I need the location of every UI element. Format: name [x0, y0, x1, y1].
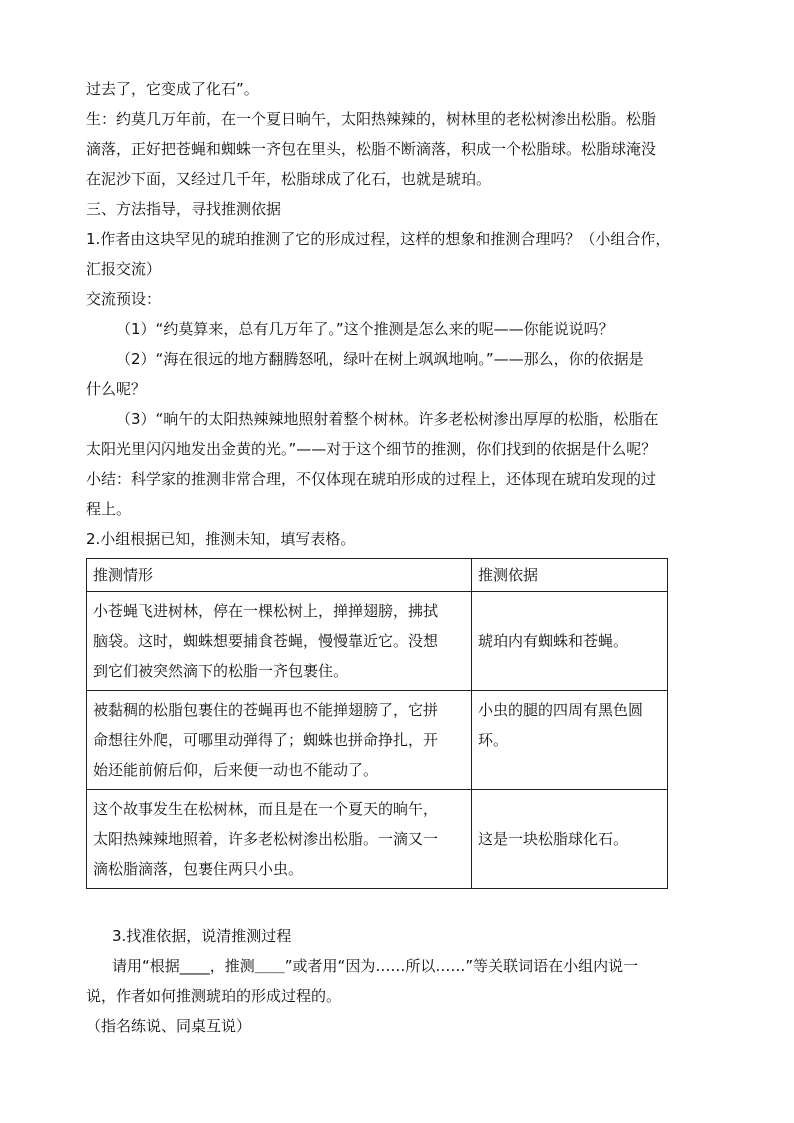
preset-item-2: （2）“海在很远的地方翻腾怒吼，绿叶在树上飒飒地响。”——那么，你的依据是 — [116, 350, 644, 368]
cell-text: 环。 — [478, 731, 509, 749]
summary-line: 小结：科学家的推测非常合理，不仅体现在琥珀形成的过程上，还体现在琥珀发现的过 — [86, 470, 657, 488]
cell-basis — [472, 691, 668, 790]
summary-line: 程上。 — [86, 500, 132, 518]
cell-text: 到它们被突然滴下的松脂一齐包裹住。 — [93, 662, 349, 680]
cell-basis — [472, 790, 668, 889]
question-line: 汇报交流） — [86, 260, 162, 278]
question-line: 1.作者由这块罕见的琥珀推测了它的形成过程，这样的想象和推测合理吗？（小组合作， — [86, 230, 671, 248]
task-3-heading: 3.找准依据，说清推测过程 — [112, 927, 292, 945]
task-3-text: 说，作者如何推测琥珀的形成过程的。 — [86, 987, 342, 1005]
header-situation: 推测情形 — [87, 559, 472, 592]
cell-text: 滴松脂滴落，包裹住两只小虫。 — [93, 860, 304, 878]
paragraph-line: 在泥沙下面，又经过几千年，松脂球成了化石，也就是琥珀。 — [86, 170, 492, 188]
table-header-row — [87, 559, 668, 592]
paragraph-line: 生：约莫几万年前，在一个夏日晌午，太阳热辣辣的，树林里的老松树渗出松脂。松脂 — [86, 110, 657, 128]
cell-text: 琥珀内有蜘蛛和苍蝇。 — [478, 632, 629, 650]
cell-text: 这个故事发生在松树林，而且是在一个夏天的晌午， — [93, 800, 439, 818]
paragraph-line: 过去了，它变成了化石”。 — [86, 80, 259, 98]
task-2-heading: 2.小组根据已知，推测未知，填写表格。 — [86, 530, 356, 548]
cell-basis — [472, 592, 668, 691]
header-basis: 推测依据 — [472, 559, 668, 592]
preset-item-3-cont: 太阳光里闪闪地发出金黄的光。”——对于这个细节的推测，你们找到的依据是什么呢？ — [86, 440, 657, 458]
preset-item-1: （1）“约莫算来，总有几万年了。”这个推测是怎么来的呢——你能说说吗？ — [116, 320, 614, 338]
table-row — [87, 790, 668, 889]
table-row — [87, 592, 668, 691]
cell-text: 这是一块松脂球化石。 — [478, 830, 629, 848]
section-heading: 三、方法指导，寻找推测依据 — [86, 200, 282, 218]
cell-text: 命想往外爬，可哪里动弹得了；蜘蛛也拼命挣扎，开 — [93, 731, 439, 749]
preset-item-3: （3）“晌午的太阳热辣辣地照射着整个树林。许多老松树渗出厚厚的松脂，松脂在 — [116, 410, 659, 428]
cell-text: 小苍蝇飞进树林，停在一棵松树上，掸掸翅膀，拂拭 — [93, 602, 439, 620]
cell-situation — [87, 691, 472, 790]
cell-text: 小虫的腿的四周有黑色圆 — [478, 701, 644, 719]
table-row — [87, 691, 668, 790]
closing-note: （指名练说、同桌互说） — [86, 1017, 252, 1035]
task-3-text: 请用“根据____，推测＿＿”或者用“因为……所以……”等关联词语在小组内说一 — [112, 957, 639, 975]
cell-text: 被黏稠的松脂包裹住的苍蝇再也不能掸翅膀了，它拼 — [93, 701, 439, 719]
cell-situation — [87, 790, 472, 889]
inference-table — [86, 558, 668, 889]
preset-label: 交流预设： — [86, 290, 162, 308]
cell-text: 始还能前俯后仰，后来便一动也不能动了。 — [93, 761, 379, 779]
cell-situation — [87, 592, 472, 691]
paragraph-line: 滴落，正好把苍蝇和蜘蛛一齐包在里头，松脂不断滴落，积成一个松脂球。松脂球淹没 — [86, 140, 657, 158]
preset-item-2-cont: 什么呢？ — [86, 380, 147, 398]
cell-text: 脑袋。这时，蜘蛛想要捕食苍蝇，慢慢靠近它。没想 — [93, 632, 439, 650]
document-page — [86, 74, 718, 1041]
cell-text: 太阳热辣辣地照着，许多老松树渗出松脂。一滴又一 — [93, 830, 439, 848]
